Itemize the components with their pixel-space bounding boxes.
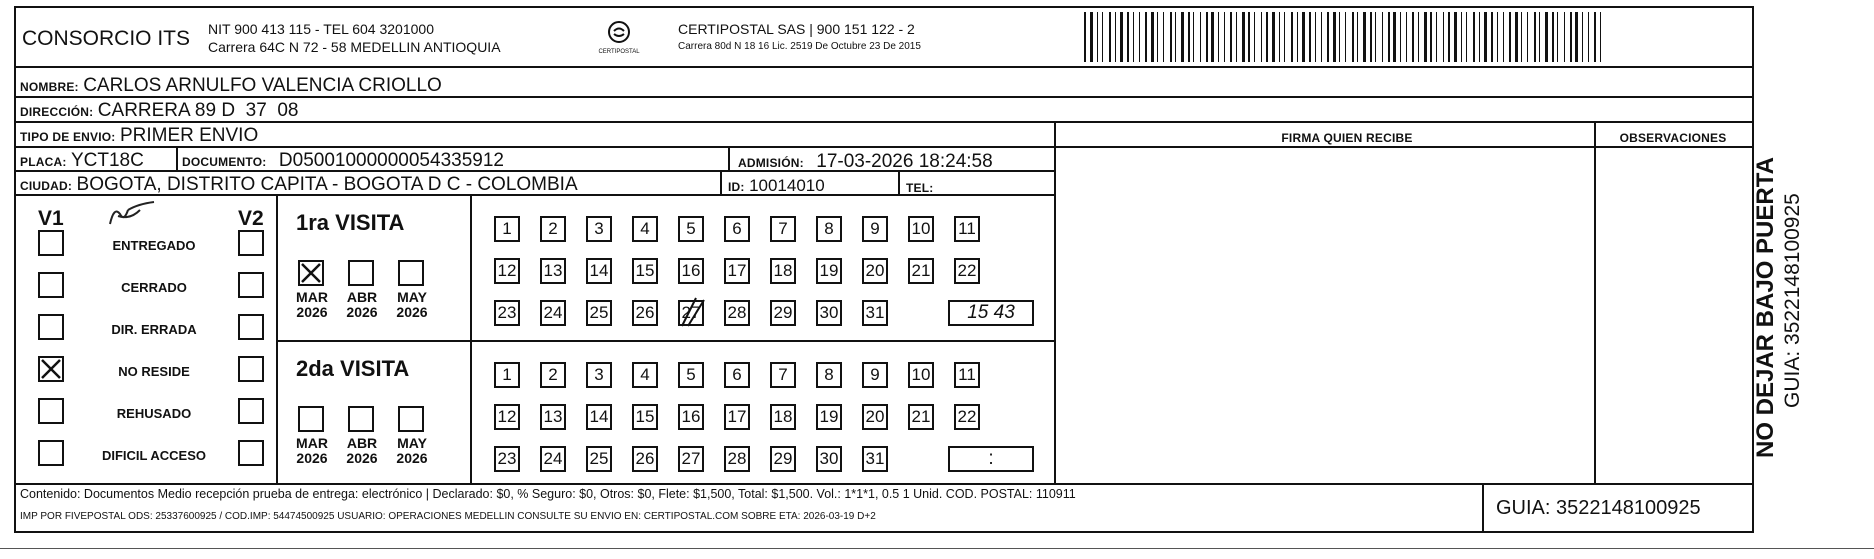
day-box[interactable]: 25 — [586, 300, 612, 326]
day-box[interactable]: 22 — [954, 404, 980, 430]
month-checkbox[interactable] — [398, 406, 424, 432]
month-label: ABR 2026 — [346, 435, 378, 466]
day-box[interactable]: 10 — [908, 216, 934, 242]
admision-value: 17-03-2026 18:24:58 — [816, 151, 993, 172]
status-label: CERRADO — [121, 280, 187, 295]
day-box[interactable]: 20 — [862, 258, 888, 284]
nombre-row — [20, 76, 442, 95]
month-label: MAR 2026 — [296, 435, 328, 466]
direccion-label: DIRECCIÓN: — [20, 105, 94, 119]
v2-header: V2 — [238, 207, 264, 230]
ciudad-cell — [20, 175, 578, 194]
cell-divider — [176, 146, 178, 170]
id-label: ID: — [728, 180, 745, 194]
day-box[interactable]: 28 — [724, 446, 750, 472]
day-box[interactable]: 24 — [540, 300, 566, 326]
firma-divider — [1054, 121, 1056, 483]
observaciones-divider — [1594, 121, 1596, 483]
status-v1-checkbox[interactable] — [38, 230, 64, 256]
company-name: CONSORCIO ITS — [22, 27, 191, 50]
company-address: Carrera 64C N 72 - 58 MEDELLIN ANTIOQUIA — [208, 39, 501, 55]
visit-time-field[interactable]: 15 43 — [948, 300, 1034, 326]
day-box[interactable]: 29 — [770, 300, 796, 326]
certipostal-logo-icon — [607, 20, 631, 44]
day-box[interactable]: 3 — [586, 362, 612, 388]
admision-label: ADMISIÓN: — [738, 156, 804, 170]
placa-cell — [20, 151, 144, 170]
v1-header: V1 — [38, 207, 64, 230]
cell-divider — [720, 170, 722, 194]
handwritten-initial — [104, 200, 160, 230]
day-box[interactable]: 29 — [770, 446, 796, 472]
day-box[interactable]: 12 — [494, 258, 520, 284]
id-cell — [728, 177, 825, 195]
day-box[interactable]: 6 — [724, 362, 750, 388]
tipo-label: TIPO DE ENVIO: — [20, 130, 116, 144]
placa-label: PLACA: — [20, 155, 67, 169]
status-label: ENTREGADO — [112, 238, 196, 253]
status-label: DIFICIL ACCESO — [101, 448, 206, 463]
status-divider — [276, 194, 278, 483]
observaciones-header: OBSERVACIONES — [1619, 131, 1727, 145]
day-box[interactable]: 27 — [678, 300, 704, 326]
tipo-value: PRIMER ENVIO — [119, 125, 259, 146]
month-label: MAR 2026 — [296, 289, 328, 320]
day-box[interactable]: 2 — [540, 216, 566, 242]
visit-title: 1ra VISITA — [296, 210, 405, 235]
day-box[interactable]: 14 — [586, 258, 612, 284]
ciudad-label: CIUDAD: — [20, 179, 73, 193]
footer-divider — [14, 483, 1754, 485]
month-label: ABR 2026 — [346, 289, 378, 320]
day-box[interactable]: 24 — [540, 446, 566, 472]
day-box[interactable]: 30 — [816, 300, 842, 326]
day-box[interactable]: 10 — [908, 362, 934, 388]
day-box[interactable]: 11 — [954, 216, 980, 242]
day-box[interactable]: 8 — [816, 216, 842, 242]
day-box[interactable]: 9 — [862, 216, 888, 242]
day-box[interactable]: 20 — [862, 404, 888, 430]
row-divider — [14, 96, 1754, 98]
certipostal-info: CERTIPOSTAL SAS | 900 151 122 - 2 — [678, 21, 915, 37]
status-v2-checkbox[interactable] — [238, 272, 264, 298]
certipostal-logo — [594, 20, 644, 60]
logo-caption: CERTIPOSTAL — [598, 49, 640, 55]
footer-guia: GUIA: 3522148100925 — [1496, 497, 1701, 519]
day-box[interactable]: 28 — [724, 300, 750, 326]
day-box[interactable]: 12 — [494, 404, 520, 430]
status-v2-checkbox[interactable] — [238, 440, 264, 466]
day-box[interactable]: 7 — [770, 216, 796, 242]
day-box[interactable]: 25 — [586, 446, 612, 472]
tel-label: TEL: — [906, 181, 934, 195]
day-box[interactable]: 2 — [540, 362, 566, 388]
direccion-row — [20, 101, 298, 120]
firma-header: FIRMA QUIEN RECIBE — [1281, 131, 1413, 145]
status-v2-checkbox[interactable] — [238, 398, 264, 424]
header-divider — [14, 66, 1754, 68]
day-box[interactable]: 8 — [816, 362, 842, 388]
day-box[interactable]: 13 — [540, 404, 566, 430]
day-box[interactable]: 17 — [724, 258, 750, 284]
row-divider — [14, 194, 1054, 196]
ciudad-value: BOGOTA, DISTRITO CAPITA - BOGOTA D C - COLOMBIA — [76, 174, 578, 195]
month-checkbox[interactable] — [348, 260, 374, 286]
status-v2-checkbox[interactable] — [238, 314, 264, 340]
day-box[interactable]: 23 — [494, 446, 520, 472]
day-box[interactable]: 21 — [908, 258, 934, 284]
status-label: DIR. ERRADA — [111, 322, 197, 337]
status-v2-checkbox[interactable] — [238, 230, 264, 256]
company-nit: NIT 900 413 115 - TEL 604 3201000 — [208, 21, 434, 37]
status-v1-checkbox[interactable] — [38, 398, 64, 424]
status-label: NO RESIDE — [118, 364, 190, 379]
certipostal-license: Carrera 80d N 18 16 Lic. 2519 De Octubre 23 De 2015 — [678, 41, 921, 52]
day-box[interactable]: 27 — [678, 446, 704, 472]
visit-row-divider — [276, 340, 1054, 342]
day-box[interactable]: 16 — [678, 404, 704, 430]
footer-imp: IMP POR FIVEPOSTAL ODS: 25337600925 / COD.IMP: 54474500925 USUARIO: OPERACIONES MEDELLIN CONSULTE SU ENVIO EN: CERTIPOSTAL.COM SOBRE ETA: 2026-03-19 D+2 — [20, 511, 876, 522]
visit-time-field[interactable]: : — [948, 446, 1034, 472]
side-guia: GUIA: 3522148100925 — [1781, 193, 1804, 408]
day-box[interactable]: 26 — [632, 446, 658, 472]
month-checkbox[interactable] — [398, 260, 424, 286]
cell-divider — [728, 146, 730, 170]
day-box[interactable]: 31 — [862, 446, 888, 472]
nombre-value: CARLOS ARNULFO VALENCIA CRIOLLO — [83, 75, 442, 96]
status-v2-checkbox[interactable] — [238, 356, 264, 382]
day-box[interactable]: 1 — [494, 362, 520, 388]
day-box[interactable]: 21 — [908, 404, 934, 430]
status-v1-checkbox[interactable] — [38, 440, 64, 466]
status-v1-checkbox[interactable] — [38, 272, 64, 298]
month-checkbox[interactable] — [298, 260, 324, 286]
day-box[interactable]: 16 — [678, 258, 704, 284]
side-warning: NO DEJAR BAJO PUERTA — [1752, 157, 1779, 458]
day-box[interactable]: 31 — [862, 300, 888, 326]
day-box[interactable]: 18 — [770, 258, 796, 284]
row-divider — [14, 121, 1754, 123]
month-label: MAY 2026 — [396, 435, 428, 466]
visit-divider — [470, 194, 472, 483]
status-label: REHUSADO — [116, 406, 192, 421]
day-box[interactable]: 6 — [724, 216, 750, 242]
day-box[interactable]: 14 — [586, 404, 612, 430]
footer-guia-divider — [1482, 483, 1484, 533]
visit-title: 2da VISITA — [296, 356, 410, 381]
documento-label: DOCUMENTO: — [182, 155, 267, 169]
direccion-value: CARRERA 89 D 37 08 — [97, 100, 299, 121]
day-box[interactable]: 17 — [724, 404, 750, 430]
placa-value: YCT18C — [70, 150, 144, 171]
bottom-edge — [0, 548, 1874, 549]
documento-value: D05001000000054335912 — [278, 150, 504, 171]
day-box[interactable]: 5 — [678, 362, 704, 388]
cell-divider — [898, 170, 900, 194]
day-box[interactable]: 3 — [586, 216, 612, 242]
nombre-label: NOMBRE: — [20, 80, 79, 94]
day-box[interactable]: 1 — [494, 216, 520, 242]
admision-cell — [738, 152, 993, 171]
day-box[interactable]: 22 — [954, 258, 980, 284]
day-box[interactable]: 19 — [816, 258, 842, 284]
barcode — [1082, 12, 1612, 62]
month-label: MAY 2026 — [396, 289, 428, 320]
month-checkbox[interactable] — [298, 406, 324, 432]
day-box[interactable]: 15 — [632, 404, 658, 430]
footer-content: Contenido: Documentos Medio recepción prueba de entrega: electrónico | Declarado: $0, % Seguro: $0, Otros: $0, Flete: $1,500, Total: $1,500. Vol.: 1*1*1, 0.5 1 Unid. COD. POSTAL: 110911 — [20, 487, 1076, 501]
day-box[interactable]: 18 — [770, 404, 796, 430]
status-v1-checkbox[interactable] — [38, 314, 64, 340]
day-box[interactable]: 13 — [540, 258, 566, 284]
day-box[interactable]: 11 — [954, 362, 980, 388]
day-box[interactable]: 23 — [494, 300, 520, 326]
day-box[interactable]: 9 — [862, 362, 888, 388]
day-box[interactable]: 19 — [816, 404, 842, 430]
status-v1-checkbox[interactable] — [38, 356, 64, 382]
tipo-row — [20, 126, 258, 145]
id-value: 10014010 — [749, 176, 825, 195]
documento-cell — [182, 151, 504, 170]
day-box[interactable]: 5 — [678, 216, 704, 242]
month-checkbox[interactable] — [348, 406, 374, 432]
day-box[interactable]: 4 — [632, 216, 658, 242]
day-box[interactable]: 4 — [632, 362, 658, 388]
day-box[interactable]: 15 — [632, 258, 658, 284]
day-box[interactable]: 26 — [632, 300, 658, 326]
row-divider — [14, 146, 1754, 148]
day-box[interactable]: 30 — [816, 446, 842, 472]
day-box[interactable]: 7 — [770, 362, 796, 388]
